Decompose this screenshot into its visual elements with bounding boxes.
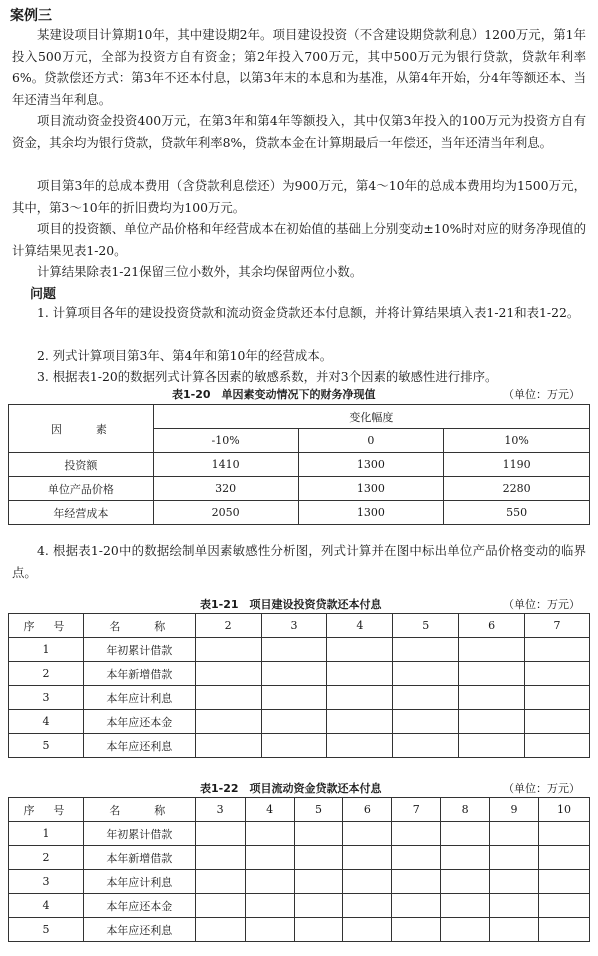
table-row [9,870,590,894]
table-row [9,734,590,758]
cell: 550 [444,501,590,525]
name-header: 名 称 [83,614,195,638]
table20-unit: （单位：万元） [503,388,580,401]
seq-header: 序 号 [9,798,84,822]
seq-cell: 4 [9,894,84,918]
row-label: 投资额 [9,453,154,477]
year-header: 6 [343,798,392,822]
table-row [9,662,590,686]
row-label: 单位产品价格 [9,477,154,501]
year-header: 3 [195,798,245,822]
seq-cell: 2 [9,846,84,870]
table-row [9,501,590,525]
name-header: 名 称 [83,798,195,822]
paragraph-2: 项目流动资金投资400万元，在第3年和第4年等额投入，其中仅第3年投入的100万元为投资方自有资金，其余均为银行贷款，贷款年利率8%，贷款本金在计算期最后一年偿还，当年还清当年利息。 [12,113,586,150]
table-row [9,686,590,710]
seq-cell: 3 [9,870,84,894]
seq-cell: 3 [9,686,84,710]
year-header: 3 [261,614,327,638]
table-1-20 [8,404,590,525]
year-header: 5 [294,798,343,822]
table-1-22 [8,797,590,942]
seq-header: 序 号 [9,614,84,638]
name-cell: 本年应还本金 [83,894,195,918]
table-row [9,918,590,942]
cell: 1300 [298,477,444,501]
factor-header: 因 素 [9,405,154,453]
seq-cell: 5 [9,918,84,942]
question-2: 2. 列式计算项目第3年、第4年和第10年的经营成本。 [37,348,333,363]
col-header: 10% [444,429,590,453]
cell: 1300 [298,501,444,525]
paragraph-3: 项目第3年的总成本费用（含贷款利息偿还）为900万元，第4～10年的总成本费用均为1500万元，其中，第3～10年的折旧费均为100万元。 [12,178,586,215]
name-cell: 年初累计借款 [83,822,195,846]
year-header: 7 [392,798,441,822]
cell: 1190 [444,453,590,477]
year-header: 4 [327,614,393,638]
cell: 2280 [444,477,590,501]
col-header: 0 [298,429,444,453]
paragraph-5: 计算结果除表1-21保留三位小数外，其余均保留两位小数。 [37,264,363,279]
table22-unit: （单位：万元） [503,782,580,795]
year-header: 9 [490,798,539,822]
paragraph-1: 某建设项目计算期10年，其中建设期2年。项目建设投资（不含建设期贷款利息）1200万元，第1年投入500万元，全部为投资方自有资金；第2年投入700万元，其中500万元为银行贷款，贷款年利率6%。贷款偿还方式：第3年不还本付息，以第3年末的本息和为基准，从第4年开始，分4年等额还本、当年还清当年利息。 [12,27,586,107]
seq-cell: 1 [9,638,84,662]
table-row [9,477,590,501]
table-row [9,846,590,870]
name-cell: 本年应还本金 [83,710,195,734]
seq-cell: 2 [9,662,84,686]
name-cell: 本年应计利息 [83,870,195,894]
table21-unit: （单位：万元） [503,598,580,611]
cell: 320 [153,477,298,501]
table-row [9,710,590,734]
seq-cell: 5 [9,734,84,758]
question-3: 3. 根据表1-20的数据列式计算各因素的敏感系数，并对3个因素的敏感性进行排序。 [37,369,498,384]
questions-title: 问题 [30,287,57,302]
name-cell: 本年应计利息 [83,686,195,710]
table20-caption: 表1-20 单因素变动情况下的财务净现值 [172,388,376,401]
table-row [9,638,590,662]
year-header: 7 [525,614,590,638]
case-heading: 案例三 [10,8,52,24]
name-cell: 年初累计借款 [83,638,195,662]
name-cell: 本年新增借款 [83,662,195,686]
change-header: 变化幅度 [153,405,589,429]
cell: 1300 [298,453,444,477]
table-row [9,822,590,846]
question-1: 1. 计算项目各年的建设投资贷款和流动资金贷款还本付息额，并将计算结果填入表1-21和表1-22。 [37,305,580,320]
table-row [9,453,590,477]
row-label: 年经营成本 [9,501,154,525]
seq-cell: 4 [9,710,84,734]
year-header: 5 [393,614,459,638]
seq-cell: 1 [9,822,84,846]
cell: 2050 [153,501,298,525]
table-row [9,894,590,918]
year-header: 8 [441,798,490,822]
name-cell: 本年新增借款 [83,846,195,870]
paragraph-4: 项目的投资额、单位产品价格和年经营成本在初始值的基础上分别变动±10%时对应的财务净现值的计算结果见表1-20。 [12,221,586,258]
col-header: -10% [153,429,298,453]
question-4: 4. 根据表1-20中的数据绘制单因素敏感性分析图，列式计算并在图中标出单位产品价格变动的临界点。 [12,543,586,580]
year-header: 6 [459,614,525,638]
table22-caption: 表1-22 项目流动资金贷款还本付息 [200,782,382,795]
table-1-21 [8,613,590,758]
year-header: 4 [245,798,294,822]
year-header: 2 [195,614,261,638]
cell: 1410 [153,453,298,477]
year-header: 10 [538,798,589,822]
name-cell: 本年应还利息 [83,734,195,758]
name-cell: 本年应还利息 [83,918,195,942]
table21-caption: 表1-21 项目建设投资贷款还本付息 [200,598,382,611]
